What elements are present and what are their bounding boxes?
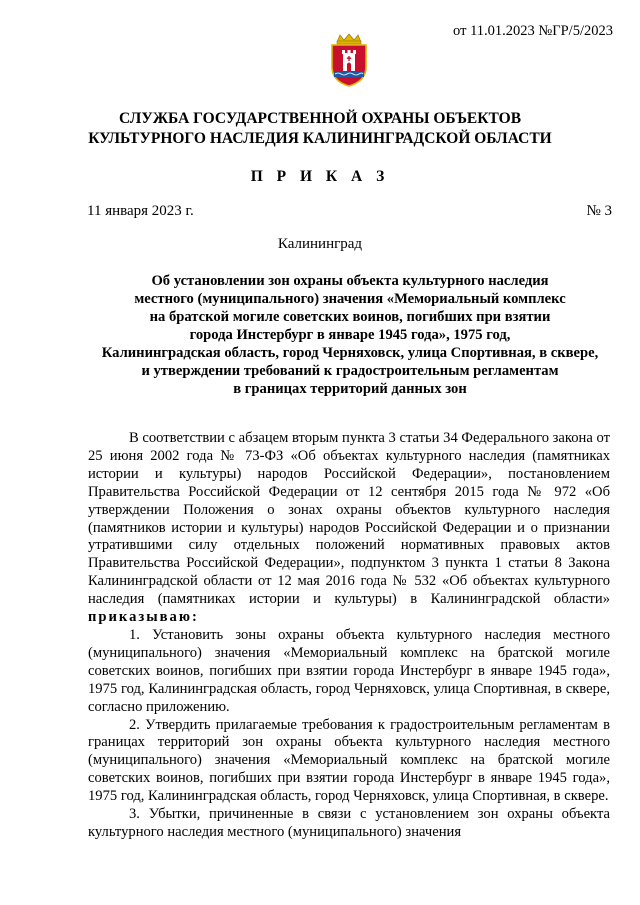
subject-line: города Инстербург в январе 1945 года», 1975 год, [189, 327, 511, 343]
preamble-text: В соответствии с абзацем вторым пункта 3 статьи 34 Федерального закона от 25 июня 2002 года № 73-ФЗ «Об объектах культурного наследия (памятниках истории и культуры) народов Российской Федерации», постановлением Правительства Российской Федерации от 12 сентября 2015 года № 972 «Об утверждении Положения о зонах охраны объектов культурного наследия (памятников истории и культуры) народов Российской Федерации и о признании утратившими силу отдельных положений нормативных правовых актов Правительства Российской Федерации», подпунктом 3 пункта 1 статьи 8 Закона Калининградской области от 12 мая 2016 года № 532 «Об объектах культурного наследия (памятниках истории и культуры) в Калининградской области» [88, 430, 610, 608]
order-subject [60, 272, 640, 398]
registration-number: от 11.01.2023 №ГР/5/2023 [453, 23, 613, 39]
order-body [88, 430, 610, 842]
order-date: 11 января 2023 г. [87, 203, 194, 219]
subject-line: Калининградская область, город Черняховск, улица Спортивная, в сквере, [101, 345, 599, 361]
subject-line: Об установлении зон охраны объекта культурного наследия [151, 273, 549, 289]
subject-line: и утверждении требований к градостроительным регламентам [141, 363, 559, 379]
subject-line: в границах территорий данных зон [233, 381, 467, 397]
order-item-paragraph: 1. Установить зоны охраны объекта культурного наследия местного (муниципального) значения «Мемориальный комплекс на братской могиле советских воинов, погибших при взятии города Инстербург в январе 1945 года», 1975 год, Калининградская область, город Черняховск, улица Спортивная, в сквере, согласно приложению. [88, 626, 610, 715]
order-item-paragraph: 3. Убытки, причиненные в связи с установлением зон охраны объекта культурного наследия местного (муниципального) значения [88, 806, 610, 840]
order-directive: приказываю: [88, 609, 199, 626]
kaliningrad-coat-of-arms-icon [326, 33, 372, 87]
agency-name-line: СЛУЖБА ГОСУДАРСТВЕННОЙ ОХРАНЫ ОБЪЕКТОВ [118, 110, 522, 127]
preamble-paragraph [88, 430, 610, 627]
agency-name [0, 109, 640, 149]
city-name: Калининград [277, 236, 363, 252]
order-number: № 3 [586, 203, 612, 219]
document-type: П Р И К А З [250, 168, 390, 185]
agency-name-line: КУЛЬТУРНОГО НАСЛЕДИЯ КАЛИНИНГРАДСКОЙ ОБЛАСТИ [88, 130, 552, 147]
order-item-paragraph: 2. Утвердить прилагаемые требования к градостроительным регламентам в границах территорий зон охраны объекта культурного наследия местного (муниципального) значения «Мемориальный комплекс на братской могиле советских воинов, погибших при взятии города Инстербург в январе 1945 года», 1975 год, Калининградская область, город Черняховск, улица Спортивная, в сквере. [88, 716, 610, 805]
subject-line: на братской могиле советских воинов, погибших при взятии [149, 309, 551, 325]
subject-line: местного (муниципального) значения «Мемориальный комплекс [134, 291, 566, 307]
